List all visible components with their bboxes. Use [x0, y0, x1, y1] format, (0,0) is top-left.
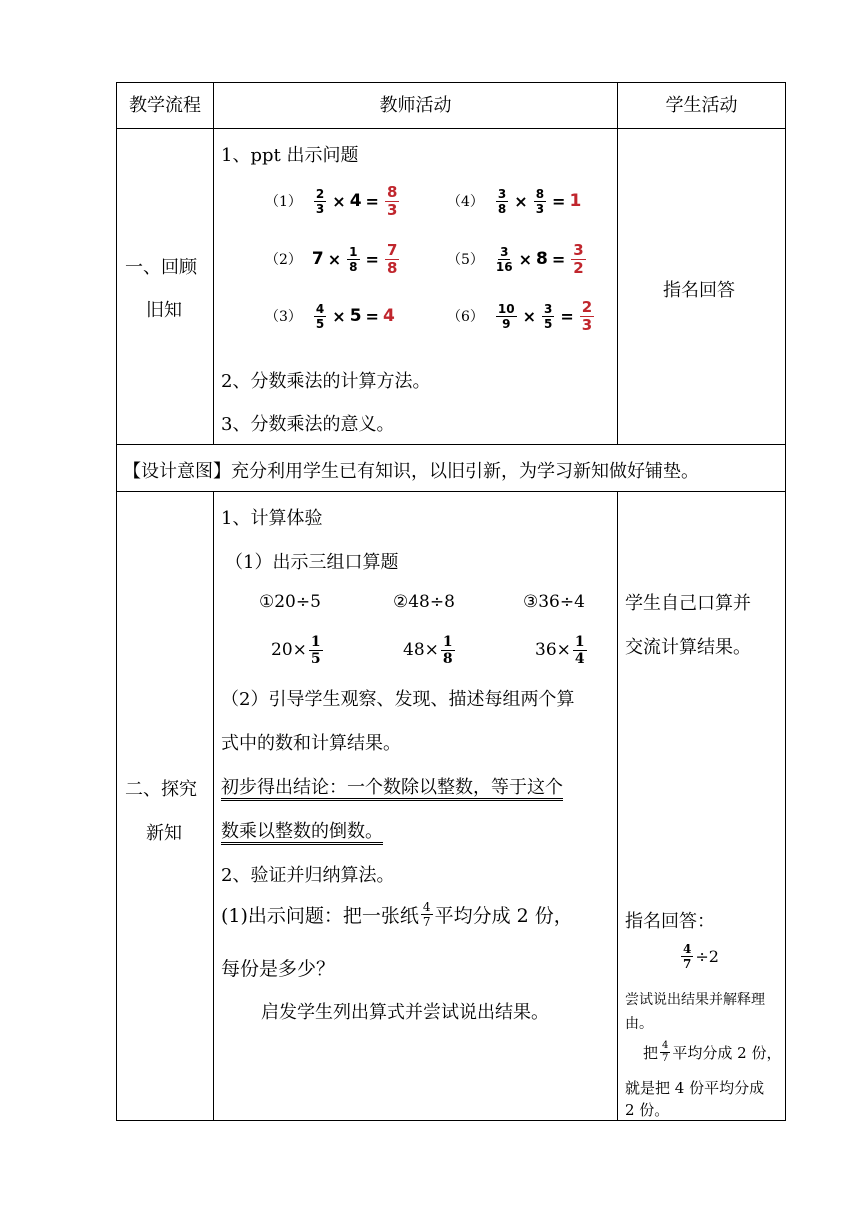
col-divider — [213, 491, 214, 1121]
section2-student-1-line2: 交流计算结果。 — [625, 637, 751, 658]
row-divider — [117, 444, 785, 445]
section2-sub2-line1: （2）引导学生观察、发现、描述每组两个算 — [221, 689, 575, 710]
section2-student-1-line1: 学生自己口算并 — [625, 593, 751, 614]
student-explain-line2: 就是把 4 份平均分成 — [625, 1079, 765, 1097]
col-divider — [617, 491, 618, 1121]
conclusion-line2: 数乘以整数的倒数。 — [221, 817, 383, 843]
section1-label-line1: 一、回顾 — [125, 257, 197, 278]
fraction-problem-line2: 每份是多少？ — [221, 958, 336, 980]
problem-3: （3） $\frac{4}{5}$ × 5 = 4 — [265, 301, 395, 331]
oral-problem-2: ②48÷8 — [393, 592, 455, 612]
oral-problem-3: ③36÷4 — [523, 592, 585, 612]
section2-student-2: 指名回答： — [625, 911, 715, 932]
problem-4: （4） $\frac{3}{8}$ × $\frac{8}{3}$ = 1 — [447, 186, 582, 216]
problem-5: （5） $\frac{3}{16}$ × 8 = $\frac{3}{2}$ — [447, 240, 584, 277]
section2-label-line1: 二、探究 — [125, 779, 197, 800]
student-expression: $\frac{4}{7}$ ÷2 — [683, 942, 719, 971]
conclusion-line1: 初步得出结论：一个数除以整数，等于这个 — [221, 773, 563, 799]
section1-item1: 1、ppt 出示问题 — [221, 145, 359, 166]
student-note-line1: 尝试说出结果并解释理 — [625, 992, 765, 1008]
problem-1: （1） $\frac{2}{3}$ × 4 = $\frac{8}{3}$ — [265, 182, 398, 219]
col-divider — [617, 83, 618, 444]
header-flow: 教学流程 — [129, 95, 201, 116]
oral-product-1: 20× $\frac{1}{5}$ — [271, 633, 321, 667]
problem-2: （2） 7 × $\frac{1}{8}$ = $\frac{7}{8}$ — [265, 240, 398, 277]
row-divider — [117, 491, 785, 492]
section1-item2: 2、分数乘法的计算方法。 — [221, 371, 431, 392]
problem-6: （6） $\frac{10}{9}$ × $\frac{3}{5}$ = $\frac{2}{3}$ — [447, 297, 593, 334]
design-intent: 【设计意图】充分利用学生已有知识，以旧引新，为学习新知做好铺垫。 — [123, 461, 699, 482]
section1-item3: 3、分数乘法的意义。 — [221, 414, 395, 435]
oral-product-2: 48× $\frac{1}{8}$ — [403, 633, 453, 667]
header-student: 学生活动 — [665, 95, 738, 116]
section2-label-line2: 新知 — [146, 823, 182, 844]
oral-problem-1: ①20÷5 — [259, 592, 321, 612]
section2-sub1: （1）出示三组口算题 — [225, 552, 399, 573]
section1-label-line2: 旧知 — [146, 300, 182, 321]
oral-product-3: 36× $\frac{1}{4}$ — [535, 633, 585, 667]
section2-item2: 2、验证并归纳算法。 — [221, 865, 395, 886]
section2-hint: 启发学生列出算式并尝试说出结果。 — [261, 1002, 549, 1023]
student-explain-line1: 把 $\frac{4}{7}$ 平均分成 2 份， — [643, 1040, 782, 1064]
header-teacher: 教师活动 — [379, 95, 452, 116]
lesson-table — [116, 82, 786, 1121]
col-divider — [213, 83, 214, 444]
section2-sub2-line2: 式中的数和计算结果。 — [221, 733, 401, 754]
section2-item1: 1、计算体验 — [221, 508, 323, 529]
section1-student: 指名回答 — [663, 280, 735, 301]
fraction-problem-line1: (1)出示问题：把一张纸 $\frac{4}{7}$ 平均分成 2 份， — [221, 900, 573, 929]
student-note-line2: 由。 — [625, 1016, 653, 1032]
student-explain-line3: 2 份。 — [625, 1101, 670, 1119]
